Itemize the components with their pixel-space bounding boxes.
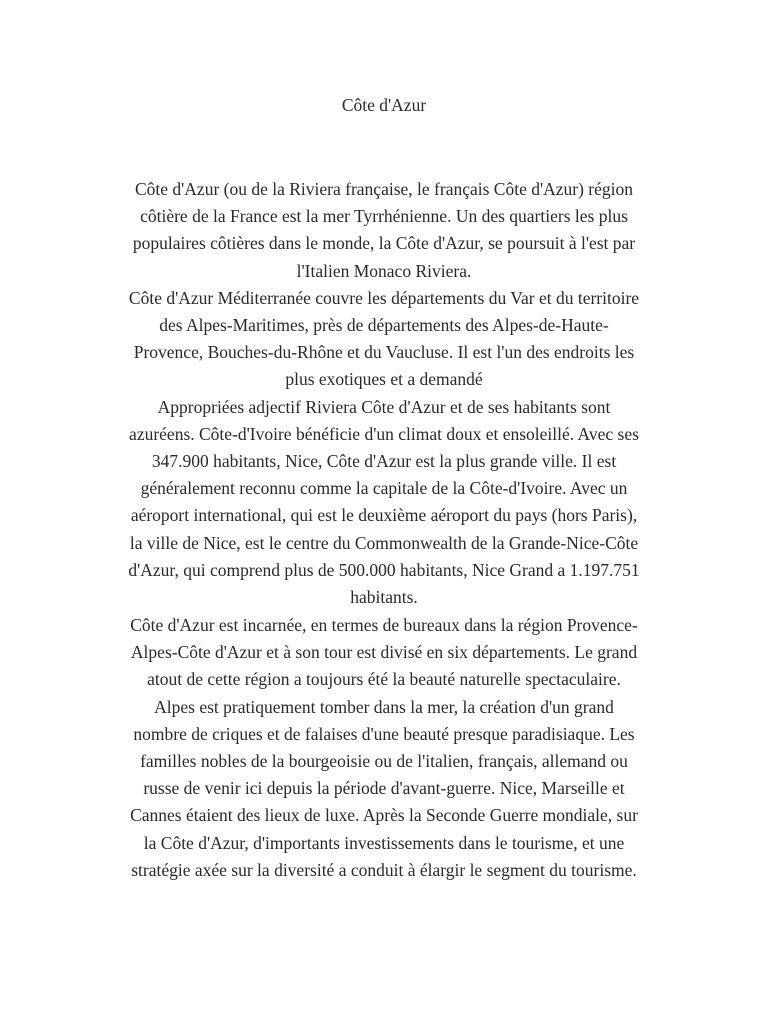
text-line: côtière de la France est la mer Tyrrhénienne. Un des quartiers les plus xyxy=(140,206,628,227)
document-title: Côte d'Azur xyxy=(341,95,427,115)
text-line: Côte d'Azur Méditerranée couvre les départements du Var et du territoire xyxy=(128,287,640,308)
text-line: Côte d'Azur est incarnée, en termes de bureaux dans la région Provence- xyxy=(130,615,638,635)
text-line: aéroport international, qui est le deuxième aéroport du pays (hors Paris), xyxy=(130,505,638,526)
text-line: 347.900 habitants, Nice, Côte d'Azur est la plus grande ville. Il est xyxy=(151,451,617,472)
text-line: Cannes étaient des lieux de luxe. Après la Seconde Guerre mondiale, sur xyxy=(130,805,638,826)
text-line: familles nobles de la bourgeoisie ou de l'italien, français, allemand ou xyxy=(140,751,628,772)
text-line: Provence, Bouches-du-Rhône et du Vaucluse. Il est l'un des endroits les xyxy=(133,342,635,363)
text-line: Côte d'Azur (ou de la Riviera française, le français Côte d'Azur) région xyxy=(134,179,634,199)
paragraph-2 xyxy=(84,612,684,884)
text-line: stratégie axée sur la diversité a conduit à élargir le segment du tourisme. xyxy=(131,859,637,880)
text-line: Appropriées adjectif Riviera Côte d'Azur et de ses habitants sont xyxy=(157,396,611,417)
text-line: nombre de criques et de falaises d'une beauté presque paradisiaque. Les xyxy=(133,723,635,744)
paragraph-1 xyxy=(84,176,684,611)
text-line: Alpes-Côte d'Azur et à son tour est divisé en six départements. Le grand xyxy=(130,642,638,663)
text-line: généralement reconnu comme la capitale de la Côte-d'Ivoire. Avec un xyxy=(140,478,628,499)
text-line: Alpes est pratiquement tomber dans la mer, la création d'un grand xyxy=(154,696,614,717)
text-line: la ville de Nice, est le centre du Commonwealth de la Grande-Nice-Côte xyxy=(129,532,639,553)
text-line: azuréens. Côte-d'Ivoire bénéficie d'un climat doux et ensoleillé. Avec ses xyxy=(129,423,639,444)
text-line: l'Italien Monaco Riviera. xyxy=(296,260,472,281)
text-line: atout de cette région a toujours été la beauté naturelle spectaculaire. xyxy=(147,669,621,690)
text-line: populaires côtières dans le monde, la Côte d'Azur, se poursuit à l'est par xyxy=(132,233,636,254)
text-line: la Côte d'Azur, d'importants investissements dans le tourisme, et une xyxy=(143,832,625,853)
text-line: des Alpes-Maritimes, près de départements des Alpes-de-Haute- xyxy=(159,315,609,336)
text-line: habitants. xyxy=(350,587,418,608)
text-line: plus exotiques et a demandé xyxy=(285,369,483,390)
text-line: d'Azur, qui comprend plus de 500.000 habitants, Nice Grand a 1.197.751 xyxy=(128,559,640,580)
text-line: russe de venir ici depuis la période d'avant-guerre. Nice, Marseille et xyxy=(143,778,625,799)
